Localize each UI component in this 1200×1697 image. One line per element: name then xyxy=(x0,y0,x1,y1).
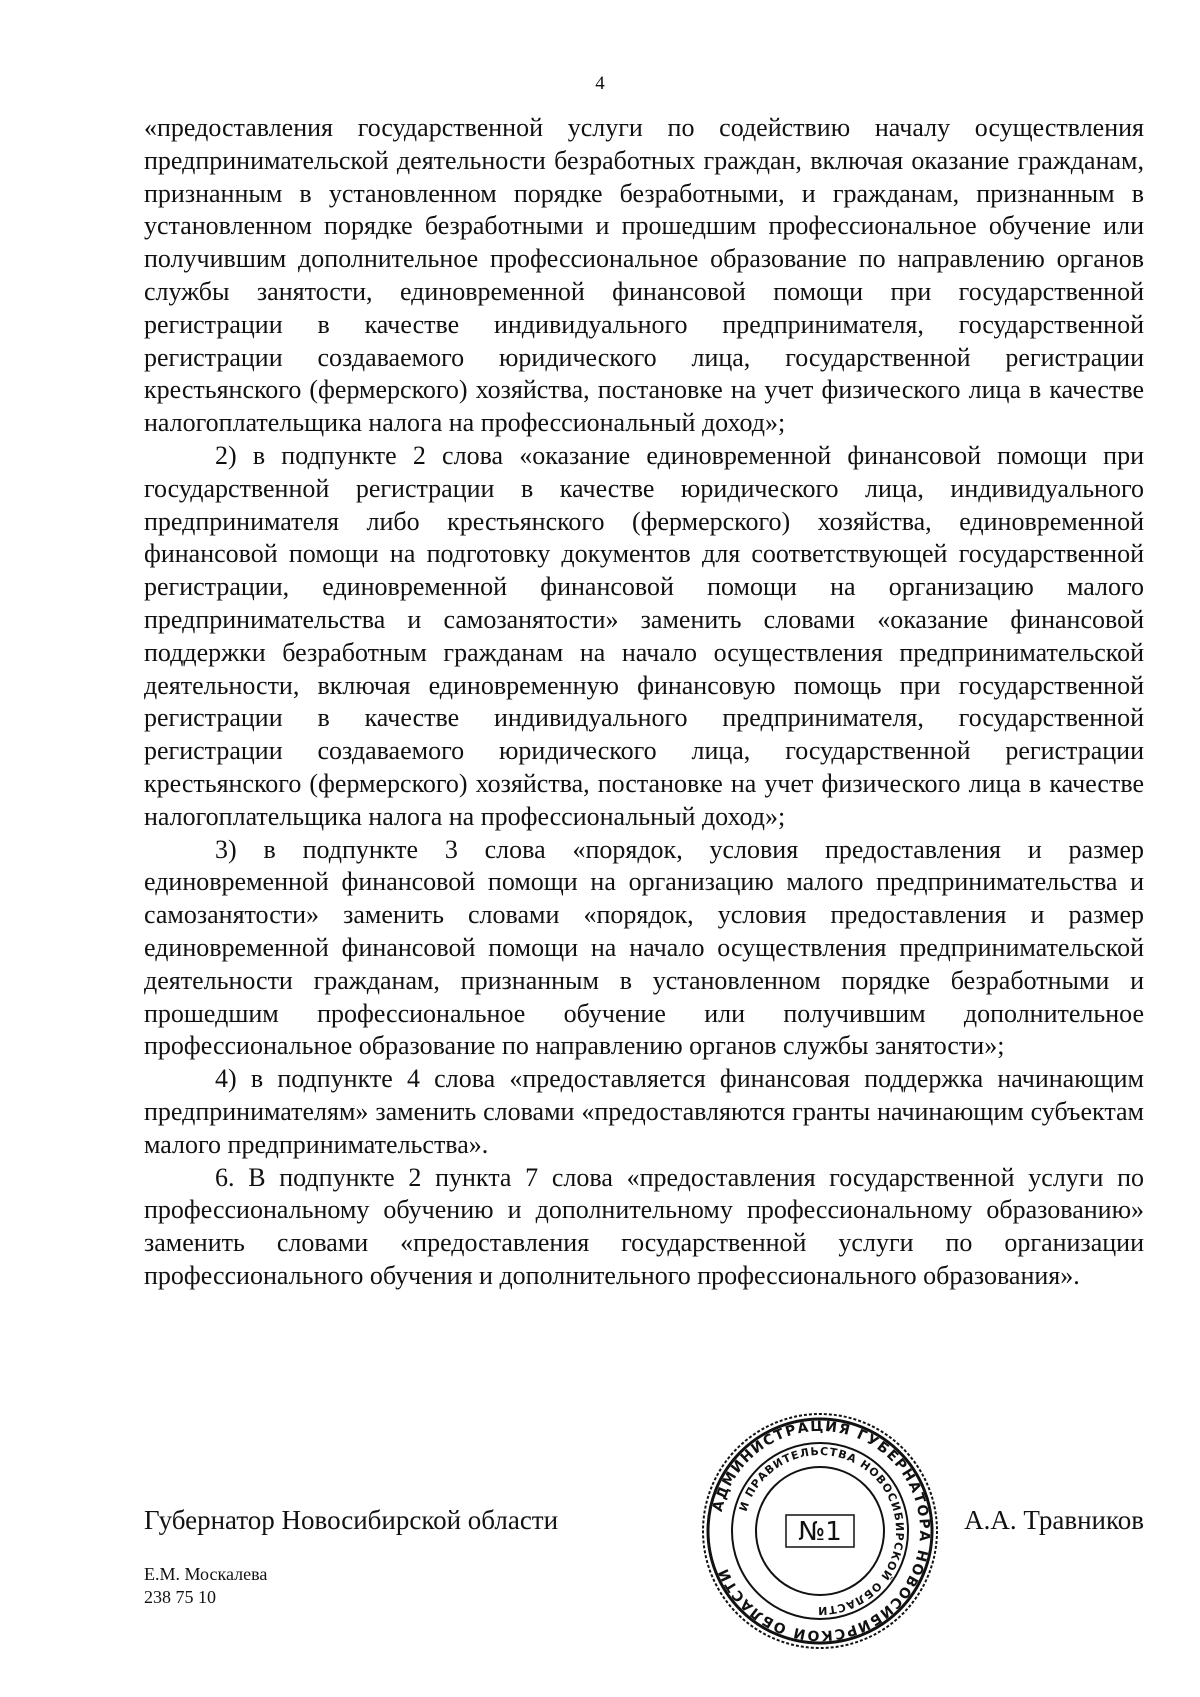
paragraph-2: 2) в подпункте 2 слова «оказание единовременной финансовой помощи при государственной регистрации в качестве юридического лица, индивидуального предпринимателя либо крестьянского (фермерского) хозяйства, единовременной финансовой помощи на подготовку документов для соответствующей государственной регистрации, единовременной финансовой помощи на организацию малого предпринимательства и самозанятости» заменить словами «оказание финансовой поддержки безработным гражданам на начало осуществления предпринимательской деятельности, включая единовременную финансовую помощь при государственной регистрации в качестве индивидуального предпринимателя, государственной регистрации создаваемого юридического лица, государственной регистрации крестьянского (фермерского) хозяйства, постановке на учет физического лица в качестве налогоплательщика налога на профессиональный доход»; xyxy=(144,440,1144,831)
page-number: 4 xyxy=(595,73,605,94)
official-seal-stamp xyxy=(700,1411,940,1651)
executor-phone: 238 75 10 xyxy=(144,1587,216,1607)
signatory-name: А.А. Травников xyxy=(964,1505,1144,1535)
seal-outer-text: АДМИНИСТРАЦИЯ ГУБЕРНАТОРА НОВОСИБИРСКОЙ ОБЛАСТИ xyxy=(709,1418,933,1644)
signatory-title: Губернатор Новосибирской области xyxy=(144,1505,559,1535)
paragraph-5: 6. В подпункте 2 пункта 7 слова «предоставления государственной услуги по профессиональному обучению и дополнительному профессиональному образованию» заменить словами «предоставления государственной услуги по организации профессионального обучения и дополнительного профессионального образования». xyxy=(144,1162,1144,1290)
document-body xyxy=(144,112,1144,1293)
seal-inner-text: И ПРАВИТЕЛЬСТВА НОВОСИБИРСКОЙ ОБЛАСТИ xyxy=(736,1444,907,1618)
executor-name: Е.М. Москалева xyxy=(144,1564,268,1584)
executor-block xyxy=(144,1563,267,1609)
seal-number: №1 xyxy=(798,1517,842,1547)
paragraph-1: «предоставления государственной услуги по содействию началу осуществления предпринимательской деятельности безработных граждан, включая оказание гражданам, признанным в установленном порядке безработными, и гражданам, признанным в установленном порядке безработными и прошедшим профессиональное обучение или получившим дополнительное профессиональное образование по направлению органов службы занятости, единовременной финансовой помощи при государственной регистрации в качестве индивидуального предпринимателя, государственной регистрации создаваемого юридического лица, государственной регистрации крестьянского (фермерского) хозяйства, постановке на учет физического лица в качестве налогоплательщика налога на профессиональный доход»; xyxy=(144,113,1144,438)
paragraph-4: 4) в подпункте 4 слова «предоставляется финансовая поддержка начинающим предпринимателям» заменить словами «предоставляются гранты начинающим субъектам малого предпринимательства». xyxy=(144,1064,1144,1159)
paragraph-3: 3) в подпункте 3 слова «порядок, условия предоставления и размер единовременной финансовой помощи на организацию малого предпринимательства и самозанятости» заменить словами «порядок, условия предоставления и размер единовременной финансовой помощи на начало осуществления предпринимательской деятельности гражданам, признанным в установленном порядке безработными и прошедшим профессиональное обучение или получившим дополнительное профессиональное образование по направлению органов службы занятости»; xyxy=(144,834,1144,1061)
